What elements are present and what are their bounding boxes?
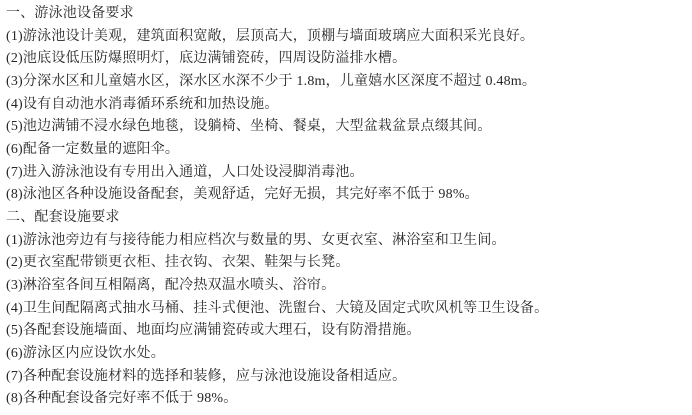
requirement-item: (1)游泳池设计美观，建筑面积宽敞，层顶高大，顶棚与墙面玻璃应大面积采光良好。 (6, 28, 535, 44)
requirement-item: (1)游泳池旁边有与接待能力相应档次与数量的男、女更衣室、淋浴室和卫生间。 (6, 232, 506, 248)
requirement-item: (6)游泳区内应设饮水处。 (6, 345, 165, 361)
requirement-item: (3)淋浴室各间互相隔离，配冷热双温水喷头、浴帘。 (6, 277, 336, 293)
requirement-item: (8)各种配套设备完好率不低于 98%。 (6, 391, 238, 407)
requirement-item: (2)池底设低压防爆照明灯，底边满铺瓷砖，四周设防溢排水槽。 (6, 51, 407, 67)
requirement-item: (5)各配套设施墙面、地面均应满铺瓷砖或大理石，设有防滑措施。 (6, 323, 421, 339)
section-heading-pool-equipment: 一、游泳池设备要求 (6, 6, 134, 21)
requirement-item: (4)卫生间配隔离式抽水马桶、挂斗式便池、洗盥台、大镜及固定式吹风机等卫生设备。 (6, 300, 549, 316)
requirement-item: (3)分深水区和儿童嬉水区，深水区水深不少于 1.8m，儿童嬉水区深度不超过 0.48m。 (6, 73, 537, 89)
requirement-item: (7)各种配套设施材料的选择和装修，应与泳池设施设备相适应。 (6, 368, 407, 384)
requirement-item: (4)设有自动池水消毒循环系统和加热设施。 (6, 96, 279, 112)
requirement-item: (6)配备一定数量的遮阳伞。 (6, 141, 180, 157)
section-heading-support-facilities: 二、配套设施要求 (6, 209, 120, 225)
requirement-item: (2)更衣室配带锁更衣柜、挂衣钩、衣架、鞋架与长凳。 (6, 255, 350, 271)
requirement-item: (8)泳池区各种设施设备配套，美观舒适，完好无损，其完好率不低于 98%。 (6, 187, 479, 203)
requirement-item: (7)进入游泳池设有专用出入通道，人口处设浸脚消毒池。 (6, 164, 364, 180)
requirement-item: (5)池边满铺不浸水绿色地毯，设躺椅、坐椅、餐桌，大型盆栽盆景点缀其间。 (6, 119, 492, 135)
